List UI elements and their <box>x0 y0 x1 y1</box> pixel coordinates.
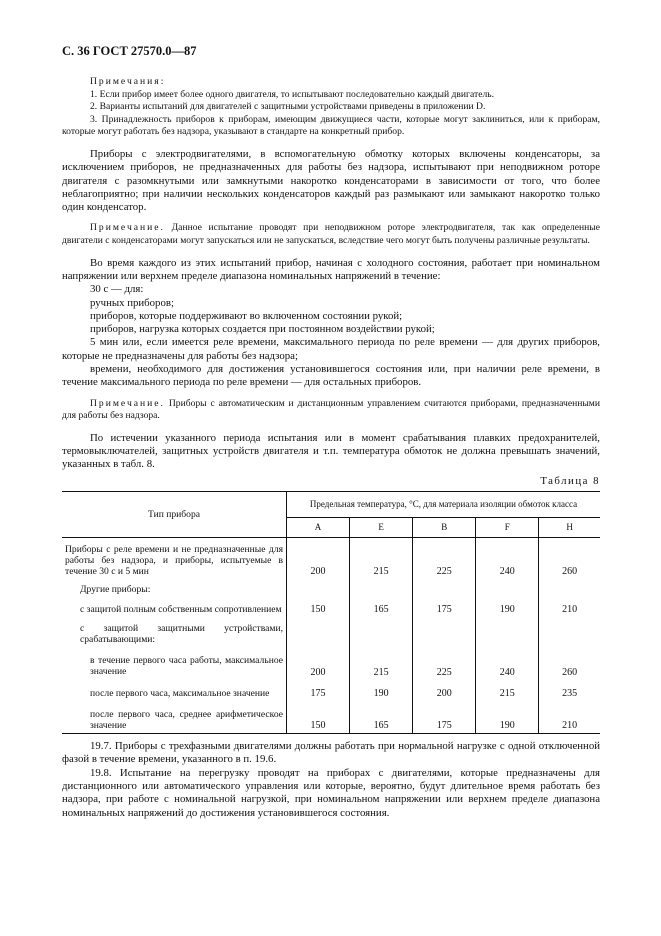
cell-value: 225 <box>413 537 476 579</box>
cell-value: 165 <box>350 598 413 617</box>
note-automatic <box>62 398 600 423</box>
paragraph-test-duration: Во время каждого из этих испытаний прибор, начиная с холодного состояния, работает при номинальном напряжении или верхнем пределе диапазона номинальных напряжений в течение: <box>62 256 600 282</box>
cell-value: 190 <box>476 701 539 734</box>
note-label: Примечание. <box>90 222 165 234</box>
cell-value: 190 <box>350 680 413 701</box>
cell-value: 260 <box>539 647 600 679</box>
note-text: Данное испытание проводят при неподвижном роторе электродвигателя, так как определенные двигатели с конденсаторами могут запускаться или не запускаться, вследствие чего могут быть получены различные результаты. <box>62 222 600 247</box>
cell-value: 240 <box>476 647 539 679</box>
duration-item: приборов, которые поддерживают во включенном состоянии рукой; <box>90 309 403 322</box>
note-item: 2. Варианты испытаний для двигателей с защитными устройствами приведены в приложении D. <box>90 101 486 113</box>
cell-value: 215 <box>476 680 539 701</box>
duration-item: 5 мин или, если имеется реле времени, максимального периода по реле времени — для других приборов, которые не предназначены для работы без надзора; <box>62 336 600 362</box>
document-page <box>62 44 600 820</box>
note-item: 3. Принадлежность приборов к приборам, имеющим движущиеся части, которые могут заклиниться, или к приборам, которые могут работать без надзора, указывают в стандарте на конкретный прибор. <box>62 113 600 138</box>
cell-value: 150 <box>310 603 326 615</box>
cell-value: 200 <box>310 566 326 578</box>
cell-value: 225 <box>413 647 476 679</box>
row-label: после первого часа, максимальное значение <box>62 680 287 701</box>
cell-value: 235 <box>539 680 600 701</box>
note-item: 1. Если прибор имеет более одного двигателя, то испытывают последовательно каждый двигатель. <box>90 88 495 100</box>
cell-value: 190 <box>476 598 539 617</box>
row-label: после первого часа, среднее арифметическое значение <box>62 701 287 734</box>
notes-block <box>62 76 600 139</box>
cell-value: 260 <box>539 537 600 579</box>
temperature-table <box>62 491 600 734</box>
duration-item: 30 с — для: <box>90 283 144 296</box>
class-header: B <box>413 517 476 537</box>
paragraph-temperature-limit: По истечении указанного периода испытания или в момент срабатывания плавких предохранителей, термовыключателей, защитных устройств двигателя и т.п. температура обмоток не должна превышать значений, указанных в табл. 8. <box>62 431 600 471</box>
duration-item: ручных приборов; <box>90 296 174 309</box>
cell-value: 215 <box>350 647 413 679</box>
table-row <box>62 680 600 701</box>
cell-value: 200 <box>310 666 326 678</box>
column-header-type: Тип прибора <box>62 491 287 537</box>
table-row <box>62 647 600 679</box>
row-label: с защитой защитными устройствами, срабатывающими: <box>62 617 287 647</box>
cell-value: 175 <box>413 598 476 617</box>
duration-item: времени, необходимого для достижения установившегося состояния или, при наличии реле времени, в течение максимального периода по реле времени — для остальных приборов. <box>62 363 600 389</box>
row-label: в течение первого часа работы, максимальное значение <box>62 647 287 679</box>
cell-value: 150 <box>287 701 350 734</box>
cell-value: 175 <box>413 701 476 734</box>
column-header-limit: Предельная температура, °С, для материала изоляции обмоток класса <box>287 491 601 517</box>
cell-value: 165 <box>350 701 413 734</box>
cell-value: 210 <box>539 598 600 617</box>
cell-value: 175 <box>310 687 326 699</box>
duration-item: приборов, нагрузка которых создается при постоянном воздействии рукой; <box>90 323 435 336</box>
note-label: Примечание. <box>90 397 165 409</box>
cell-value: 200 <box>413 680 476 701</box>
class-header: E <box>350 517 413 537</box>
paragraph-capacitors: Приборы с электродвигателями, в вспомогательную обмотку которых включены конденсаторы, за исключением приборов, не предназначенных для работы без надзора, испытывают при неподвижном роторе двигателя с разомкнутыми или замкнутыми накоротко конденсаторами в зависимости от того, что более неблагоприятно; при наличии нескольких конденсаторов каждый раз размыкают или замыкают накоротко только один конденсатор. <box>62 147 600 214</box>
cell-value: 210 <box>539 701 600 734</box>
table-row <box>62 537 600 579</box>
paragraph-19-7: 19.7. Приборы с трехфазными двигателями должны работать при нормальной нагрузке с одной отключенной фазой в течение времени, указанного в п. 19.6. <box>62 740 600 766</box>
class-header: H <box>539 517 600 537</box>
table-row <box>62 579 600 597</box>
class-header: F <box>476 517 539 537</box>
table-row <box>62 701 600 734</box>
row-label: Приборы с реле времени и не предназначенные для работы без надзора, и приборы, испытуемые в течение 30 с и 5 мин <box>62 537 287 579</box>
note-capacitors <box>62 222 600 247</box>
table-row <box>62 598 600 617</box>
page-header: С. 36 ГОСТ 27570.0—87 <box>62 44 197 58</box>
row-label: с защитой полным собственным сопротивлением <box>62 598 287 617</box>
table-row <box>62 617 600 647</box>
note-text: Приборы с автоматическим и дистанционным управлением считаются приборами, предназначенными для работы без надзора. <box>62 397 600 422</box>
cell-value: 240 <box>476 537 539 579</box>
table-caption: Таблица 8 <box>540 474 600 487</box>
paragraph-19-8: 19.8. Испытание на перегрузку проводят на приборах с двигателями, которые предназначены для дистанционного или автоматического управления или которые, вероятно, будут длительное время работать без надзора, при работе с номинальной нагрузкой, при номинальном напряжении или верхнем пределе диапазона номинальных напряжений до достижения установившегося состояния. <box>62 766 600 819</box>
notes-title: Примечания: <box>90 76 166 87</box>
class-header: A <box>287 517 350 537</box>
row-label: Другие приборы: <box>62 579 287 597</box>
cell-value: 215 <box>350 537 413 579</box>
